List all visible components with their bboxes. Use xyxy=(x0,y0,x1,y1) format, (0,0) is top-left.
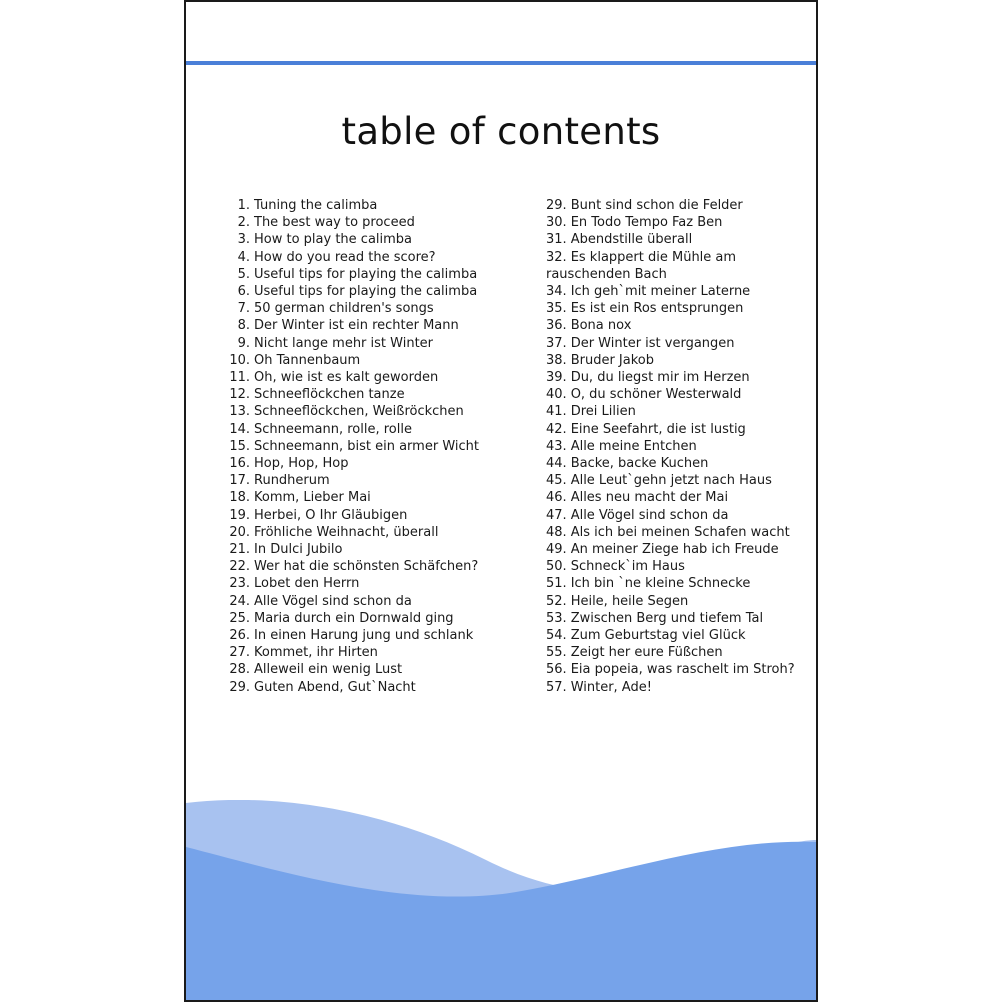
toc-entry-number: 51. xyxy=(546,576,567,592)
toc-entry xyxy=(546,197,812,214)
toc-entry-number: 18. xyxy=(229,490,250,506)
toc-entry-number: 44. xyxy=(546,456,567,472)
toc-entry xyxy=(546,558,812,575)
toc-entry-title: Schneeflöckchen, Weißröckchen xyxy=(254,404,464,420)
toc-entry xyxy=(546,421,812,438)
toc-entry-title: Es klappert die Mühle am rauschenden Bach xyxy=(546,249,737,282)
toc-entry-title: Alle Vögel sind schon da xyxy=(570,507,729,523)
page-title: table of contents xyxy=(341,110,661,153)
toc-entry-title: How do you read the score? xyxy=(254,249,436,265)
toc-entry-title: Nicht lange mehr ist Winter xyxy=(254,335,434,351)
toc-entry-number: 21. xyxy=(229,542,250,558)
toc-entry-title: Ich bin `ne kleine Schnecke xyxy=(570,576,751,592)
toc-entry xyxy=(546,300,812,317)
toc-entry-number: 49. xyxy=(546,542,567,558)
toc-entry-title: An meiner Ziege hab ich Freude xyxy=(570,542,779,558)
toc-entry xyxy=(228,438,528,455)
toc-entry xyxy=(228,231,528,248)
toc-entry xyxy=(228,369,528,386)
toc-entry-number: 6. xyxy=(237,284,250,300)
toc-entry-number: 41. xyxy=(546,404,567,420)
wave-decoration xyxy=(186,800,816,1000)
toc-entry-number: 29. xyxy=(546,198,567,213)
toc-entry-number: 7. xyxy=(237,301,250,317)
toc-entry-title: Schneck`im Haus xyxy=(570,559,685,575)
toc-entry-number: 27. xyxy=(229,645,250,661)
toc-entry-number: 23. xyxy=(229,576,250,592)
toc-entry-title: En Todo Tempo Faz Ben xyxy=(570,215,723,231)
toc-entry xyxy=(546,524,812,541)
toc-entry xyxy=(546,610,812,627)
toc-entry-title: Alles neu macht der Mai xyxy=(570,490,729,506)
toc-entry-title: Alle Vögel sind schon da xyxy=(254,593,412,609)
toc-entry-number: 43. xyxy=(546,438,567,454)
toc-entry-number: 3. xyxy=(237,232,250,248)
toc-entry-number: 34. xyxy=(546,284,567,300)
toc-entry-title: Bruder Jakob xyxy=(570,352,654,368)
toc-entry-title: Eia popeia, was raschelt im Stroh? xyxy=(570,662,795,678)
toc-entry xyxy=(228,214,528,231)
toc-entry-title: Schneemann, rolle, rolle xyxy=(254,421,412,437)
toc-entry xyxy=(546,369,812,386)
toc-entry-title: Oh, wie ist es kalt geworden xyxy=(254,370,439,386)
toc-entry-title: Ich geh`mit meiner Laterne xyxy=(570,284,751,300)
toc-entry-title: Rundherum xyxy=(254,473,330,489)
toc-entry xyxy=(228,679,528,696)
toc-entry xyxy=(546,644,812,661)
toc-entry-title: Hop, Hop, Hop xyxy=(254,456,349,472)
toc-entry-number: 2. xyxy=(237,215,250,231)
toc-entry-title: Schneeflöckchen tanze xyxy=(254,387,405,403)
toc-entry-number: 55. xyxy=(546,645,567,661)
toc-entry-number: 11. xyxy=(229,370,250,386)
toc-entry-title: Guten Abend, Gut`Nacht xyxy=(254,679,416,695)
toc-entry-number: 40. xyxy=(546,387,567,403)
toc-entry xyxy=(228,541,528,558)
toc-entry-title: Heile, heile Segen xyxy=(570,593,689,609)
toc-entry-title: Zum Geburtstag viel Glück xyxy=(570,628,746,644)
toc-entry xyxy=(546,438,812,455)
toc-entry xyxy=(546,507,812,524)
toc-entry-number: 25. xyxy=(229,610,250,626)
toc-entry-number: 30. xyxy=(546,215,567,231)
toc-entry xyxy=(228,610,528,627)
toc-entry-number: 17. xyxy=(229,473,250,489)
toc-entry-title: Komm, Lieber Mai xyxy=(254,490,371,506)
toc-entry-number: 48. xyxy=(546,524,567,540)
toc-entry xyxy=(546,489,812,506)
toc-entry-number: 20. xyxy=(229,524,250,540)
toc-entry-number: 22. xyxy=(229,559,250,575)
toc-entry xyxy=(228,300,528,317)
toc-entry-number: 8. xyxy=(237,318,250,334)
toc-entry xyxy=(228,507,528,524)
toc-entry-title: Als ich bei meinen Schafen wacht xyxy=(570,524,790,540)
toc-entry-number: 47. xyxy=(546,507,567,523)
toc-entry xyxy=(228,644,528,661)
toc-entry xyxy=(228,249,528,266)
toc-entry xyxy=(546,593,812,610)
toc-entry xyxy=(228,524,528,541)
toc-entry-title: Wer hat die schönsten Schäfchen? xyxy=(254,559,479,575)
toc-entry-title: Bona nox xyxy=(570,318,632,334)
toc-entry xyxy=(546,386,812,403)
toc-entry-title: Abendstille überall xyxy=(570,232,693,248)
toc-entry-title: Schneemann, bist ein armer Wicht xyxy=(254,438,479,454)
toc-entry xyxy=(546,679,812,696)
toc-entry xyxy=(228,266,528,283)
toc-entry-number: 31. xyxy=(546,232,567,248)
toc-entry-title: Lobet den Herrn xyxy=(254,576,360,592)
toc-entry-number: 56. xyxy=(546,662,567,678)
toc-entry-number: 50. xyxy=(546,559,567,575)
toc-entry xyxy=(228,403,528,420)
toc-entry-number: 32. xyxy=(546,249,567,265)
toc-column-right xyxy=(546,197,812,696)
toc-entry-title: Der Winter ist vergangen xyxy=(570,335,735,351)
toc-entry-title: Es ist ein Ros entsprungen xyxy=(570,301,744,317)
toc-entry-number: 57. xyxy=(546,679,567,695)
toc-entry xyxy=(228,197,528,214)
toc-entry xyxy=(228,283,528,300)
toc-entry-number: 15. xyxy=(229,438,250,454)
book-page xyxy=(184,0,818,1002)
toc-entry-title: Du, du liegst mir im Herzen xyxy=(570,370,750,386)
toc-entry-title: Alleweil ein wenig Lust xyxy=(254,662,403,678)
toc-entry-number: 5. xyxy=(237,266,250,282)
toc-entry-number: 37. xyxy=(546,335,567,351)
toc-entry xyxy=(546,352,812,369)
toc-entry xyxy=(228,455,528,472)
toc-entry-title: Herbei, O Ihr Gläubigen xyxy=(254,507,408,523)
toc-entry xyxy=(546,575,812,592)
toc-entry-number: 1. xyxy=(237,198,250,213)
toc-entry-title: Eine Seefahrt, die ist lustig xyxy=(570,421,746,437)
toc-entry-title: Zwischen Berg und tiefem Tal xyxy=(570,610,764,626)
toc-entry-number: 45. xyxy=(546,473,567,489)
toc-entry-number: 16. xyxy=(229,456,250,472)
toc-entry xyxy=(228,593,528,610)
toc-entry xyxy=(546,231,812,248)
toc-entry-number: 46. xyxy=(546,490,567,506)
toc-entry-title: O, du schöner Westerwald xyxy=(570,387,742,403)
toc-entry-title: Oh Tannenbaum xyxy=(254,352,361,368)
toc-entry-title: Useful tips for playing the calimba xyxy=(254,266,478,282)
toc-entry-title: In einen Harung jung und schlank xyxy=(254,628,474,644)
toc-entry-number: 39. xyxy=(546,370,567,386)
toc-entry-number: 29. xyxy=(229,679,250,695)
toc-entry xyxy=(546,403,812,420)
toc-entry-number: 24. xyxy=(229,593,250,609)
toc-entry xyxy=(546,214,812,231)
toc-entry xyxy=(228,558,528,575)
toc-entry xyxy=(546,541,812,558)
toc-entry xyxy=(228,627,528,644)
toc-entry-number: 36. xyxy=(546,318,567,334)
toc-entry-title: Alle Leut`gehn jetzt nach Haus xyxy=(570,473,772,489)
toc-entry xyxy=(228,335,528,352)
toc-entry-number: 53. xyxy=(546,610,567,626)
toc-entry-number: 28. xyxy=(229,662,250,678)
header-rule xyxy=(186,61,816,65)
toc-entry-title: Alle meine Entchen xyxy=(570,438,697,454)
toc-entry-number: 4. xyxy=(237,249,250,265)
toc-entry xyxy=(546,317,812,334)
toc-entry xyxy=(546,661,812,678)
toc-entry-title: Tuning the calimba xyxy=(254,198,378,213)
toc-entry xyxy=(228,352,528,369)
toc-column-left xyxy=(228,197,528,696)
toc-entry-number: 35. xyxy=(546,301,567,317)
toc-entry xyxy=(228,317,528,334)
toc-entry-number: 14. xyxy=(229,421,250,437)
toc-entry xyxy=(228,386,528,403)
toc-entry-title: Useful tips for playing the calimba xyxy=(254,284,478,300)
toc-entry-number: 9. xyxy=(237,335,250,351)
toc-entry-title: Maria durch ein Dornwald ging xyxy=(254,610,454,626)
toc-entry xyxy=(546,455,812,472)
toc-entry-number: 10. xyxy=(229,352,250,368)
toc-entry xyxy=(228,421,528,438)
toc-entry xyxy=(228,472,528,489)
toc-entry xyxy=(228,489,528,506)
toc-entry-title: Kommet, ihr Hirten xyxy=(254,645,378,661)
toc-entry xyxy=(546,627,812,644)
toc-entry-number: 19. xyxy=(229,507,250,523)
toc-entry-number: 26. xyxy=(229,628,250,644)
toc-entry-title: In Dulci Jubilo xyxy=(254,542,343,558)
toc-entry-title: Fröhliche Weihnacht, überall xyxy=(254,524,439,540)
toc-entry xyxy=(546,335,812,352)
toc-entry-number: 42. xyxy=(546,421,567,437)
toc-entry xyxy=(228,661,528,678)
toc-entry xyxy=(228,575,528,592)
toc-entry-title: 50 german children's songs xyxy=(254,301,434,317)
toc-entry-number: 13. xyxy=(229,404,250,420)
toc-entry-title: Bunt sind schon die Felder xyxy=(570,198,743,213)
toc-entry-title: The best way to proceed xyxy=(254,215,415,231)
toc-entry-title: Zeigt her eure Füßchen xyxy=(570,645,723,661)
toc-entry-number: 52. xyxy=(546,593,567,609)
toc-entry-number: 54. xyxy=(546,628,567,644)
toc-entry xyxy=(546,472,812,489)
toc-entry-number: 38. xyxy=(546,352,567,368)
toc-entry xyxy=(546,249,812,283)
toc-entry-title: Drei Lilien xyxy=(570,404,636,420)
toc-entry xyxy=(546,283,812,300)
toc-entry-number: 12. xyxy=(229,387,250,403)
toc-entry-title: Backe, backe Kuchen xyxy=(570,456,709,472)
toc-entry-title: Der Winter ist ein rechter Mann xyxy=(254,318,459,334)
toc-entry-title: How to play the calimba xyxy=(254,232,413,248)
toc-entry-title: Winter, Ade! xyxy=(570,679,652,695)
